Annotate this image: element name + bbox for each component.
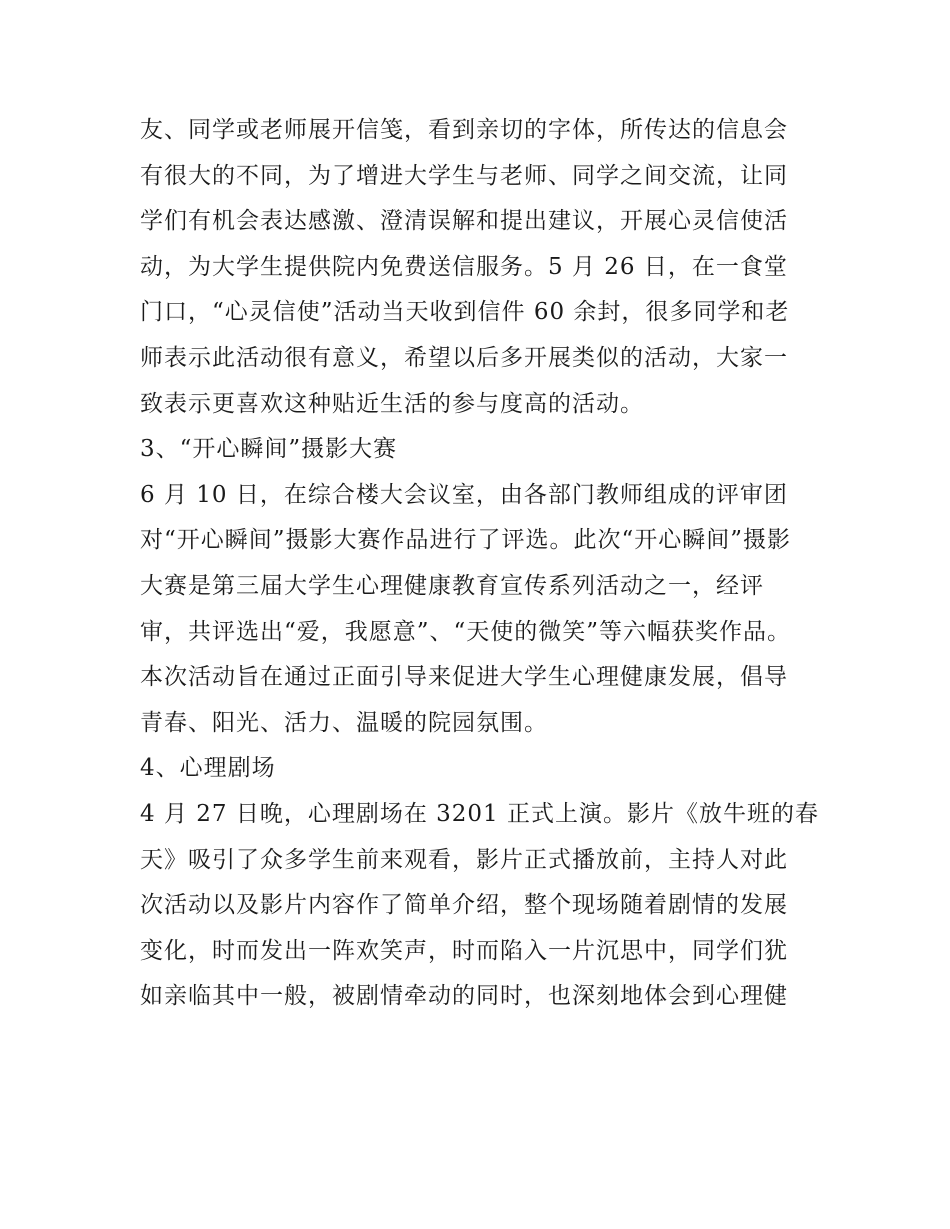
paragraph-line: 审，共评选出“爱，我愿意”、“天使的微笑”等六幅获奖作品。	[140, 618, 792, 645]
paragraph-line: 友、同学或老师展开信笺，看到亲切的字体，所传达的信息会	[140, 117, 788, 143]
paragraph-line: 学们有机会表达感激、澄清误解和提出建议，开展心灵信使活	[140, 208, 788, 235]
paragraph-line: 次活动以及影片内容作了简单介绍，整个现场随着剧情的发展	[140, 892, 788, 919]
paragraph-line: 对“开心瞬间”摄影大赛作品进行了评选。此次“开心瞬间”摄影	[140, 527, 792, 554]
paragraph-line: 有很大的不同，为了增进大学生与老师、同学之间交流，让同	[140, 162, 788, 189]
paragraph-line: 4 月 27 日晚，心理剧场在 3201 正式上演。影片《放牛班的春	[140, 800, 819, 827]
paragraph-line: 青春、阳光、活力、温暖的院园氛围。	[140, 709, 548, 736]
paragraph-line: 6 月 10 日，在综合楼大会议室，由各部门教师组成的评审团	[140, 481, 788, 508]
paragraph-line: 变化，时而发出一阵欢笑声，时而陷入一片沉思中，同学们犹	[140, 937, 788, 964]
paragraph-line: 大赛是第三届大学生心理健康教育宣传系列活动之一，经评	[140, 572, 764, 599]
paragraph-line: 如亲临其中一般，被剧情牵动的同时，也深刻地体会到心理健	[140, 983, 788, 1010]
document-body	[140, 108, 819, 1020]
paragraph-line: 天》吸引了众多学生前来观看，影片正式播放前，主持人对此	[140, 846, 788, 873]
section-heading-photo-contest: 3、“开心瞬间”摄影大赛	[140, 436, 398, 463]
section-heading-psych-theater: 4、心理剧场	[140, 755, 276, 782]
paragraph-line: 本次活动旨在通过正面引导来促进大学生心理健康发展，倡导	[140, 664, 788, 691]
paragraph-line: 门口，“心灵信使”活动当天收到信件 60 余封，很多同学和老	[140, 299, 790, 326]
paragraph-line: 致表示更喜欢这种贴近生活的参与度高的活动。	[140, 390, 644, 417]
paragraph-line: 动，为大学生提供院内免费送信服务。5 月 26 日，在一食堂	[140, 253, 788, 280]
paragraph-line: 师表示此活动很有意义，希望以后多开展类似的活动，大家一	[140, 344, 788, 371]
